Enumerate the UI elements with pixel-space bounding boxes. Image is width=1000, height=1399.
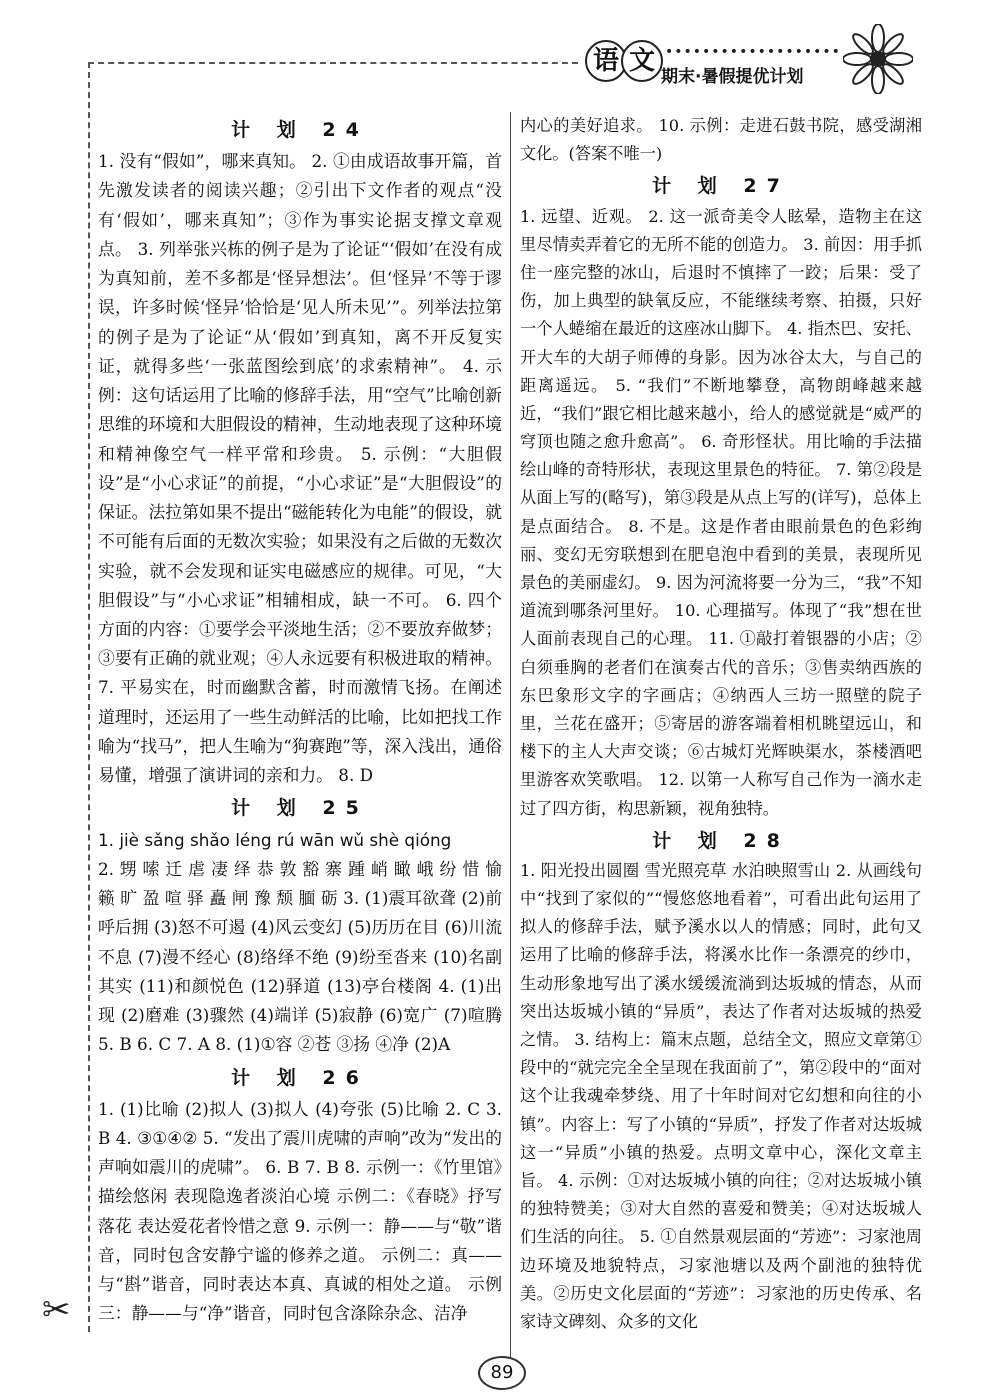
section-title-27: 计 划 27 (652, 175, 790, 198)
page-header (585, 30, 985, 100)
section-26-continued: 内心的美好追求。 10. 示例：走进石鼓书院，感受湖湘文化。(答案不唯一) (520, 116, 922, 164)
page-number: 89 (478, 1356, 526, 1390)
section-25-pinyin: 1. jiè sǎng shǎo léng rú wān wǔ shè qióng (98, 829, 452, 850)
scissors-icon: ✂ (42, 1290, 71, 1330)
section-28-answers: 1. 阳光投出圆圈 雪光照亮草 水泊映照雪山 2. 从画线句中“找到了家似的”“慢悠悠地看着”，可看出此句运用了拟人的修辞手法，赋予溪水以人的情感；同时，此句又运用了比喻的修辞手法，将溪水比作一条漂亮的纱巾，生动形象地写出了溪水缓缓流淌到达坂城的情态，从而突出达坂城小镇的“异质”，表达了作者对达坂城的热爱之情。 3. 结构上：篇末点题，总结全文，照应文章第①段中的“就完完全全呈现在我面前了”，第②段中的“面对这个让我魂牵梦绕、用了十年时间对它幻想和向往的小镇”。内容上：写了小镇的“异质”，抒发了作者对达坂城这一“异质”小镇的热爱。点明文章中心，深化文章主旨。 4. 示例：①对达坂城小镇的向往；②对达坂城小镇的独特赞美；③对大自然的喜爱和赞美；④对达坂城人们生活的向往。 5. ①自然景观层面的“芳迹”：习家池周边环境及地貌特点，习家池塘以及两个副池的独特优美。②历史文化层面的“芳迹”：习家池的历史传承、名家诗文碑刻、众多的文化 (520, 860, 922, 1331)
right-column (520, 112, 922, 1336)
flower-icon (843, 24, 913, 94)
subject-circle-2: 文 (621, 40, 663, 82)
header-dots: ••••••••••••••••••• (665, 44, 841, 60)
section-title-25: 计 划 25 (231, 797, 369, 820)
dashed-border-top (88, 62, 578, 64)
section-title-24: 计 划 24 (231, 119, 369, 141)
subject-circle-1: 语 (585, 40, 627, 82)
column-divider (510, 112, 511, 1362)
dashed-border-left (88, 62, 90, 1332)
header-title: 期末·暑假提优计划 (661, 67, 804, 87)
section-title-28: 计 划 28 (652, 829, 790, 852)
left-column (98, 112, 502, 1329)
section-24-answers: 1. 没有“假如”，哪来真知。 2. ①由成语故事开篇，首先激发读者的阅读兴趣；②引出下文作者的观点“没有‘假如’，哪来真知”；③作为事实论据支撑文章观点。 3. 列举张兴栋的例子是为了论证“‘假如’在没有成为真知前，差不多都是‘怪异想法’。但‘怪异’不等于谬误，许多时候‘怪异’恰恰是‘见人所未见’”。列举法拉第的例子是为了论证“从‘假如’到真知，离不开反复实证，就得多些‘一张蓝图绘到底’的求索精神”。 4. 示例：这句话运用了比喻的修辞手法，用“空气”比喻创新思维的环境和大胆假设的精神，生动地表现了这种环境和精神像空气一样平常和珍贵。 5. 示例：“大胆假设”是“小心求证”的前提，“小心求证”是“大胆假设”的保证。法拉第如果不提出“磁能转化为电能”的假设，就不可能有后面的无数次实验；如果没有之后做的无数次实验，就不会发现和证实电磁感应的规律。可见，“大胆假设”与“小心求证”相辅相成，缺一不可。 6. 四个方面的内容：①要学会平淡地生活；②不要放弃做梦；③要有正确的就业观；④人永远要有积极进取的精神。 7. 平易实在，时而幽默含蓄，时而激情飞扬。在阐述道理时，还运用了一些生动鲜活的比喻，比如把找工作喻为“找马”，把人生喻为“狗赛跑”等，深入浅出，通俗易懂，增强了演讲词的亲和力。 8. D (98, 151, 502, 786)
section-27-answers: 1. 远望、近观。 2. 这一派奇美令人眩晕，造物主在这里尽情卖弄着它的无所不能的创造力。 3. 前因：用手抓住一座完整的冰山，后退时不慎摔了一跤；后果：受了伤，加上典型的缺氧反应，不能继续考察、拍摄，只好一个人蜷缩在最近的这座冰山脚下。 4. 指杰巴、安托、开大车的大胡子师傅的身影。因为冰谷太大，与自己的距离遥远。 5. “我们”不断地攀登，高物朗峰越来越近，“我们”跟它相比越来越小，给人的感觉就是“威严的穹顶也随之愈升愈高”。 6. 奇形怪状。用比喻的手法描绘山峰的奇特形状，表现这里景色的特征。 7. 第②段是从面上写的(略写)，第③段是从点上写的(详写)，总体上是点面结合。 8. 不是。这是作者由眼前景色的色彩绚丽、变幻无穷联想到在肥皂泡中看到的美景，表现所见景色的美丽虚幻。 9. 因为河流将要一分为三，“我”不知道流到哪条河里好。 10. 心理描写。体现了“我”想在世人面前表现自己的心理。 11. ①敲打着银器的小店；②白须垂胸的老者们在演奏古代的音乐；③售卖纳西族的东巴象形文字的字画店；④纳西人三坊一照壁的院子里，兰花在盛开；⑤寄居的游客端着相机眺望远山，和楼下的主人大声交谈；⑥古城灯光辉映渠水，茶楼酒吧里游客欢笑歌唱。 12. 以第一人称写自己作为一滴水走过了四方街，构思新颖，视角独特。 (520, 206, 922, 818)
section-25-answers: 2. 甥 嗦 迁 虐 凄 绎 恭 敦 豁 寨 踵 峭 瞰 峨 纷 惜 愉 籁 旷 盈 喧 驿 矗 闸 豫 颓 腼 砺 3. (1)震耳欲聋 (2)前呼后拥 (3)怒不可遏 (4)风云变幻 (5)历历在目 (6)川流不息 (7)漫不经心 (8)络绎不绝 (9)纷至沓来 (10)名副其实 (11)和颜悦色 (12)驿道 (13)亭台楼阁 4. (1)出现 (2)磨难 (3)骤然 (4)端详 (5)寂静 (6)宽广 (7)喧腾 5. B 6. C 7. A 8. (1)①容 ②苍 ③扬 ④净 (2)A (98, 858, 502, 1055)
section-title-26: 计 划 26 (231, 1066, 369, 1089)
section-26-answers: 1. (1)比喻 (2)拟人 (3)拟人 (4)夸张 (5)比喻 2. C 3. B 4. ③①④② 5. “发出了震川虎啸的声响”改为“发出的声响如震川的虎啸”。 6. B 7. B 8. 示例一：《竹里馆》描绘悠闲 表现隐逸者淡泊心境 示例二：《春晓》抒写落花 表达爱花者怜惜之意 9. 示例一：静——与“敬”谐音，同时包含安静宁谧的修养之道。 示例二：真——与“斟”谐音，同时表达本真、真诚的相处之道。 示例三：静——与“净”谐音，同时包含涤除杂念、洁净 (98, 1098, 502, 1324)
